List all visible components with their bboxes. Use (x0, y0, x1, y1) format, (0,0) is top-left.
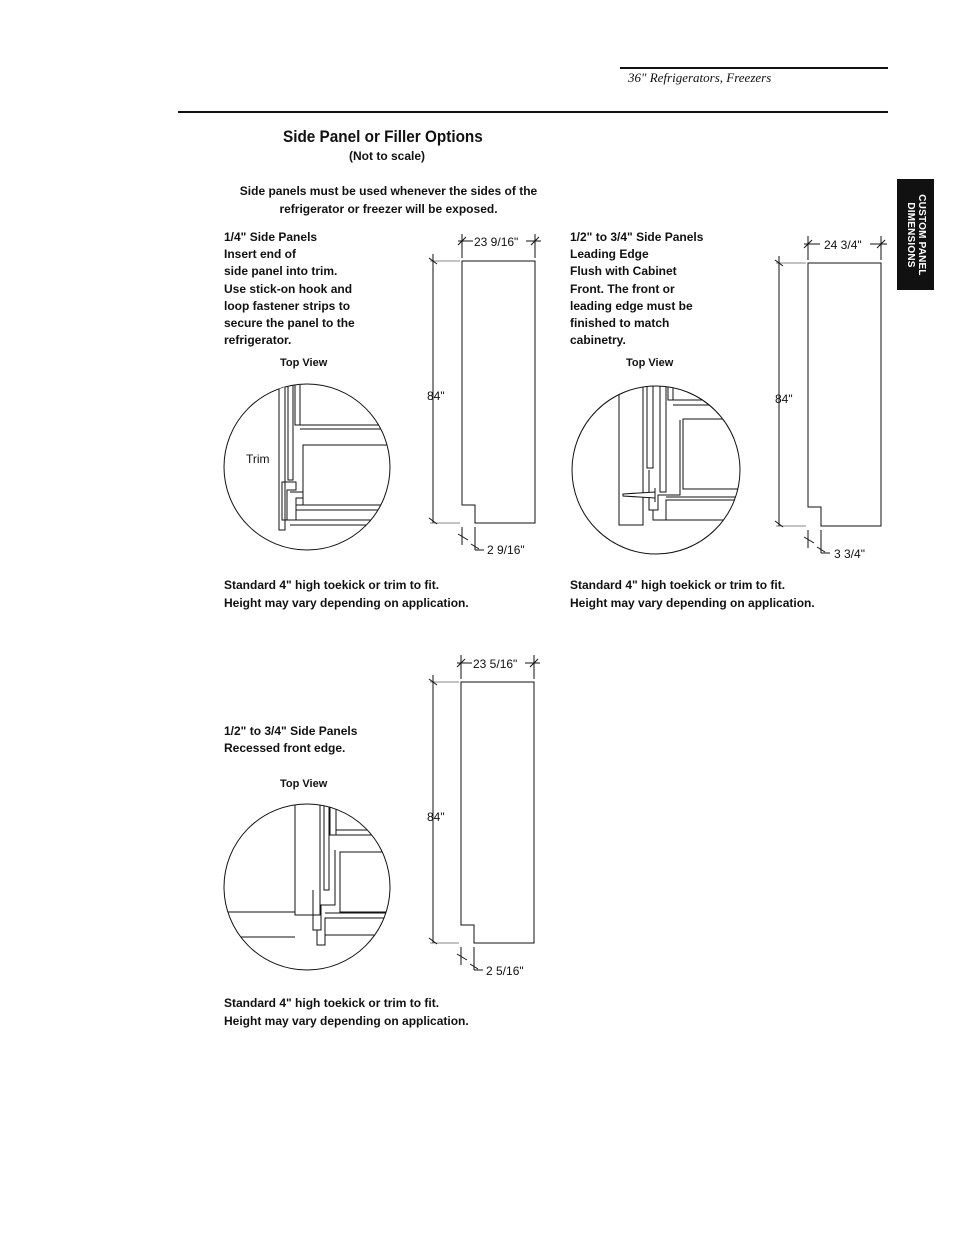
notice-line-1: Side panels must be used whenever the sides of the (239, 184, 538, 198)
panel-a-line: side panel into trim. (224, 264, 338, 279)
panel-b-toe-dim: 3 3/4" (834, 547, 865, 561)
panel-a-toe-dim: 2 9/16" (487, 543, 525, 557)
panel-b-line: Leading Edge (570, 247, 649, 262)
panel-a-width-dim: 23 9/16" (474, 235, 519, 249)
page-title: Side Panel or Filler Options (283, 127, 483, 146)
page-subtitle: (Not to scale) (349, 149, 426, 163)
panel-c-outline (461, 682, 534, 943)
panel-b-line: leading edge must be (570, 298, 693, 313)
footnote-line-1: Standard 4" high toekick or trim to fit. (570, 578, 786, 592)
panel-a-line: Insert end of (224, 247, 297, 262)
panel-c-top-view-label: Top View (280, 778, 328, 790)
panel-a-line: refrigerator. (224, 333, 292, 348)
footnote-line-1: Standard 4" high toekick or trim to fit. (224, 578, 440, 592)
section-tab-line2: DIMENSIONS (904, 201, 916, 268)
panel-b-width-dim: 24 3/4" (824, 238, 862, 252)
panel-a-line: 1/4" Side Panels (224, 230, 318, 244)
panel-a-line: secure the panel to the (224, 316, 355, 331)
panel-b-line: finished to match (570, 316, 670, 331)
header-title: 36" Refrigerators, Freezers (628, 70, 772, 85)
panel-a-top-view-label: Top View (280, 357, 328, 369)
panel-b-line: cabinetry. (570, 333, 626, 348)
panel-a-outline (462, 261, 535, 523)
section-tab-line1: CUSTOM PANEL (915, 193, 927, 276)
panel-b-top-view-label: Top View (626, 357, 674, 369)
notice-line-2: refrigerator or freezer will be exposed. (279, 202, 498, 216)
panel-c-width-dim: 23 5/16" (473, 657, 518, 671)
panel-c-top-view (221, 800, 400, 970)
panel-b-height-dim: 84" (775, 392, 793, 406)
panel-a-height-dim: 84" (427, 389, 445, 403)
panel-c-toe-dim: 2 5/16" (486, 964, 524, 978)
panel-c-line: 1/2" to 3/4" Side Panels (224, 724, 358, 738)
panel-b-line: Flush with Cabinet (570, 264, 677, 279)
panel-a-elevation (429, 234, 541, 550)
panel-c-elevation (429, 655, 540, 970)
footnote-line-1: Standard 4" high toekick or trim to fit. (224, 996, 440, 1010)
panel-c-height-dim: 84" (427, 810, 445, 824)
panel-a-trim-label: Trim (246, 452, 270, 466)
panel-b-line: 1/2" to 3/4" Side Panels (570, 230, 704, 244)
panel-a-line: Use stick-on hook and (224, 281, 353, 296)
panel-a-line: loop fastener strips to (224, 298, 351, 313)
footnote-line-2: Height may vary depending on application. (570, 595, 815, 610)
panel-b-outline (808, 263, 881, 526)
panel-b-top-view (572, 380, 753, 554)
footnote-line-2: Height may vary depending on application. (224, 595, 469, 610)
panel-b-line: Front. The front or (570, 281, 675, 296)
panel-c-line: Recessed front edge. (224, 741, 346, 756)
footnote-line-2: Height may vary depending on application. (224, 1013, 469, 1028)
